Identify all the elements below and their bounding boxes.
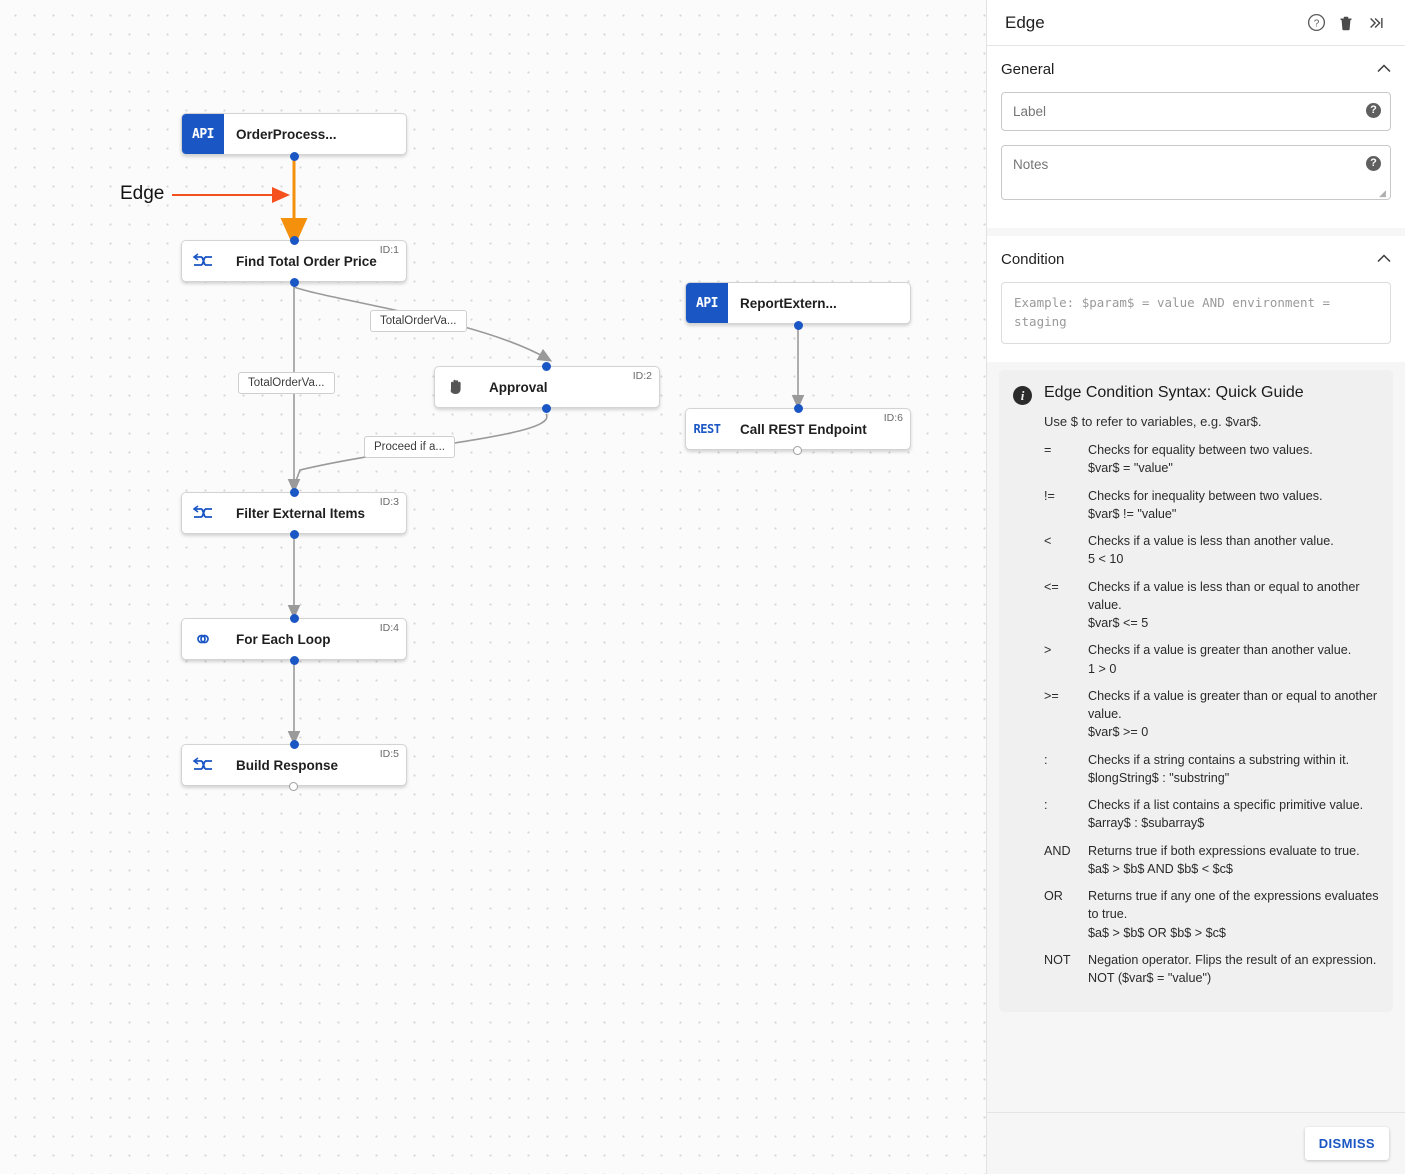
node-label: Find Total Order Price bbox=[236, 253, 377, 269]
node-label: Call REST Endpoint bbox=[740, 421, 867, 437]
panel-body bbox=[987, 46, 1405, 1112]
condition-heading: Condition bbox=[1001, 250, 1065, 268]
dismiss-button[interactable]: DISMISS bbox=[1305, 1127, 1389, 1160]
operator-symbol: : bbox=[1044, 798, 1048, 812]
table-row bbox=[1044, 641, 1379, 687]
node-label: Build Response bbox=[236, 757, 339, 773]
operator-desc-cell bbox=[1088, 751, 1379, 797]
operator-symbol: AND bbox=[1044, 843, 1071, 858]
label-field[interactable] bbox=[1001, 92, 1391, 131]
port-in-build-response[interactable] bbox=[290, 740, 299, 749]
api-icon: API bbox=[686, 283, 728, 323]
quick-guide-subtitle: Use $ to refer to variables, e.g. $var$. bbox=[1044, 414, 1262, 429]
operator-example: $var$ >= 0 bbox=[1088, 725, 1149, 740]
operator-description: Negation operator. Flips the result of an expression. bbox=[1088, 952, 1377, 967]
port-out-order-process[interactable] bbox=[290, 152, 299, 161]
loop-icon bbox=[182, 619, 224, 659]
info-icon: i bbox=[1013, 386, 1032, 405]
operator-description: Checks if a value is less than another value. bbox=[1088, 534, 1334, 548]
operator-desc-cell bbox=[1088, 641, 1379, 687]
collapse-panel-icon[interactable] bbox=[1361, 8, 1391, 38]
edge-label-proceed-if[interactable]: Proceed if a... bbox=[364, 436, 455, 458]
table-row bbox=[1044, 487, 1379, 533]
node-id: ID:3 bbox=[379, 496, 399, 508]
node-label: Filter External Items bbox=[236, 505, 366, 521]
port-out-report-external[interactable] bbox=[794, 321, 803, 330]
table-row bbox=[1044, 751, 1379, 797]
chevron-up-icon[interactable] bbox=[1377, 62, 1391, 76]
operator-desc-cell bbox=[1088, 842, 1379, 888]
operator-desc-cell bbox=[1088, 578, 1379, 642]
operator-description: Checks if a list contains a specific primitive value. bbox=[1088, 798, 1364, 812]
operator-symbol: <= bbox=[1044, 579, 1059, 594]
panel-scroll-region[interactable] bbox=[987, 46, 1405, 1112]
transform-icon bbox=[182, 241, 224, 281]
svg-text:?: ? bbox=[1313, 18, 1319, 30]
condition-section-header[interactable] bbox=[1001, 236, 1391, 282]
edge-annotation-label: Edge bbox=[120, 183, 165, 204]
operator-description: Returns true if any one of the expressions evaluates to true. bbox=[1088, 889, 1379, 922]
table-row bbox=[1044, 842, 1379, 888]
operator-desc-cell bbox=[1088, 487, 1379, 533]
port-in-filter-external-items[interactable] bbox=[290, 488, 299, 497]
operator-example: $var$ <= 5 bbox=[1088, 616, 1149, 630]
help-icon[interactable] bbox=[1301, 8, 1331, 38]
port-out-call-rest-endpoint[interactable] bbox=[793, 446, 802, 455]
resize-grip-icon[interactable]: ◢ bbox=[1379, 188, 1386, 198]
node-report-external[interactable] bbox=[685, 282, 911, 324]
label-help-icon[interactable]: ? bbox=[1366, 103, 1381, 118]
operator-example: 1 > 0 bbox=[1088, 661, 1117, 676]
operator-example: $var$ = "value" bbox=[1088, 461, 1173, 476]
operator-desc-cell bbox=[1088, 887, 1379, 951]
quick-guide-body bbox=[1044, 384, 1379, 996]
operator-desc-cell bbox=[1088, 951, 1379, 997]
label-input[interactable] bbox=[1002, 93, 1390, 130]
table-row bbox=[1044, 441, 1379, 487]
port-out-for-each-loop[interactable] bbox=[290, 656, 299, 665]
panel-title: Edge bbox=[1005, 12, 1045, 32]
table-row bbox=[1044, 578, 1379, 642]
node-label: For Each Loop bbox=[236, 631, 331, 647]
operator-example: 5 < 10 bbox=[1088, 552, 1124, 567]
port-out-build-response[interactable] bbox=[289, 782, 298, 791]
node-find-total-order-price[interactable] bbox=[181, 240, 407, 282]
delete-icon[interactable] bbox=[1331, 8, 1361, 38]
node-label: OrderProcess... bbox=[236, 126, 337, 142]
operator-description: Checks if a value is greater than or equal to another value. bbox=[1088, 688, 1378, 721]
port-in-approval[interactable] bbox=[542, 362, 551, 371]
transform-icon bbox=[182, 745, 224, 785]
node-id: ID:4 bbox=[379, 622, 399, 634]
node-build-response[interactable] bbox=[181, 744, 407, 786]
operator-symbol: OR bbox=[1044, 889, 1063, 903]
operator-example: $a$ > $b$ OR $b$ > $c$ bbox=[1088, 925, 1226, 940]
operator-symbol: NOT bbox=[1044, 952, 1071, 967]
chevron-up-icon[interactable] bbox=[1377, 252, 1391, 266]
node-filter-external-items[interactable] bbox=[181, 492, 407, 534]
operator-symbol: = bbox=[1044, 443, 1052, 457]
operator-table-body bbox=[1044, 441, 1379, 996]
operator-symbol: < bbox=[1044, 534, 1052, 548]
node-order-process[interactable] bbox=[181, 113, 407, 155]
operator-description: Returns true if both expressions evaluate to true. bbox=[1088, 843, 1360, 858]
node-call-rest-endpoint[interactable] bbox=[685, 408, 911, 450]
general-heading: General bbox=[1001, 60, 1055, 78]
transform-icon bbox=[182, 493, 224, 533]
port-out-find-total-order-price[interactable] bbox=[290, 278, 299, 287]
edge-condition-quick-guide bbox=[999, 370, 1393, 1012]
quick-guide-title: Edge Condition Syntax: Quick Guide bbox=[1044, 384, 1304, 401]
operator-symbol: : bbox=[1044, 752, 1048, 767]
table-row bbox=[1044, 687, 1379, 751]
table-row bbox=[1044, 796, 1379, 842]
condition-editor[interactable]: Example: $param$ = value AND environment = staging bbox=[1001, 282, 1391, 344]
operator-table bbox=[1044, 441, 1379, 996]
api-icon: API bbox=[182, 114, 224, 154]
operator-desc-cell bbox=[1088, 441, 1379, 487]
rest-icon: REST bbox=[686, 409, 728, 449]
node-label: Approval bbox=[489, 379, 548, 395]
operator-description: Checks for equality between two values. bbox=[1088, 443, 1313, 457]
edge-properties-panel bbox=[986, 0, 1405, 1174]
operator-desc-cell bbox=[1088, 687, 1379, 751]
general-section-header[interactable] bbox=[1001, 46, 1391, 92]
node-id: ID:6 bbox=[883, 412, 903, 424]
operator-description: Checks if a value is less than or equal to another value. bbox=[1088, 579, 1360, 612]
condition-section bbox=[987, 236, 1405, 362]
node-id: ID:5 bbox=[379, 748, 399, 760]
hand-icon bbox=[435, 367, 477, 407]
table-row bbox=[1044, 887, 1379, 951]
port-in-for-each-loop[interactable] bbox=[290, 614, 299, 623]
panel-header bbox=[987, 0, 1405, 46]
node-approval[interactable] bbox=[434, 366, 660, 408]
operator-symbol: != bbox=[1044, 488, 1055, 503]
operator-example: $array$ : $subarray$ bbox=[1088, 816, 1205, 831]
table-row bbox=[1044, 951, 1379, 997]
node-for-each-loop[interactable] bbox=[181, 618, 407, 660]
port-in-call-rest-endpoint[interactable] bbox=[794, 404, 803, 413]
node-label: ReportExtern... bbox=[740, 295, 837, 311]
notes-input[interactable] bbox=[1002, 146, 1390, 194]
edge-label-total-order-value-1[interactable]: TotalOrderVa... bbox=[370, 310, 467, 332]
operator-desc-cell bbox=[1088, 532, 1379, 578]
general-section bbox=[987, 46, 1405, 228]
port-out-filter-external-items[interactable] bbox=[290, 530, 299, 539]
operator-description: Checks for inequality between two values. bbox=[1088, 488, 1323, 503]
operator-example: NOT ($var$ = "value") bbox=[1088, 971, 1212, 985]
notes-help-icon[interactable]: ? bbox=[1366, 156, 1381, 171]
operator-example: $longString$ : "substring" bbox=[1088, 770, 1230, 785]
node-id: ID:2 bbox=[632, 370, 652, 382]
panel-footer bbox=[987, 1112, 1405, 1174]
operator-symbol: > bbox=[1044, 643, 1052, 658]
operator-description: Checks if a string contains a substring within it. bbox=[1088, 752, 1350, 767]
operator-example: $var$ != "value" bbox=[1088, 506, 1177, 521]
operator-description: Checks if a value is greater than another value. bbox=[1088, 643, 1352, 658]
edge-label-total-order-value-2[interactable]: TotalOrderVa... bbox=[238, 372, 335, 394]
node-id: ID:1 bbox=[379, 244, 399, 256]
table-row bbox=[1044, 532, 1379, 578]
operator-symbol: >= bbox=[1044, 688, 1059, 703]
port-in-find-total-order-price[interactable] bbox=[290, 236, 299, 245]
notes-field[interactable] bbox=[1001, 145, 1391, 200]
port-out-approval[interactable] bbox=[542, 404, 551, 413]
operator-example: $a$ > $b$ AND $b$ < $c$ bbox=[1088, 861, 1233, 876]
operator-desc-cell bbox=[1088, 796, 1379, 842]
